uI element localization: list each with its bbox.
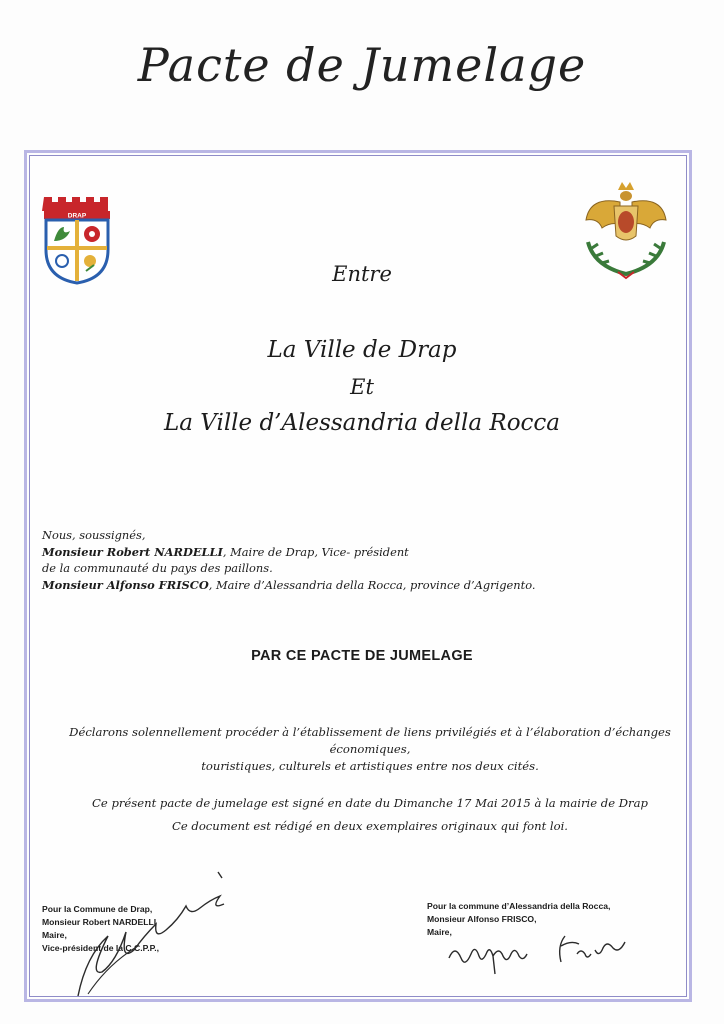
left-signature-line-2: Monsieur Robert NARDELLI	[42, 917, 157, 927]
right-signature-line-2: Monsieur Alfonso FRISCO,	[427, 914, 537, 924]
second-signatory-role: , Maire d’Alessandria della Rocca, province d’Agrigento.	[208, 577, 536, 592]
pact-heading: PAR CE PACTE DE JUMELAGE	[251, 648, 473, 664]
right-handwritten-signature	[445, 928, 645, 978]
left-signature-line-1: Pour la Commune de Drap,	[42, 904, 153, 914]
first-signatory-name: Monsieur Robert NARDELLI	[42, 544, 223, 559]
declaration-paragraph	[60, 724, 680, 775]
first-signatory-role: , Maire de Drap, Vice- président	[222, 544, 409, 559]
conjunction: Et	[350, 375, 374, 399]
second-city: La Ville d’Alessandria della Rocca	[163, 410, 561, 436]
declaration-line-2: touristiques, culturels et artistiques entre nos deux cités.	[201, 759, 539, 773]
signing-details	[60, 792, 680, 838]
between-heading: Entre	[332, 262, 392, 286]
signatories-paragraph	[42, 527, 682, 593]
left-handwritten-signature	[68, 868, 248, 1000]
first-signatory	[42, 544, 682, 561]
left-signature-line-4: Vice-président de la C.C.P.P.,	[42, 943, 160, 953]
first-signatory-role-cont: de la communauté du pays des paillons.	[42, 561, 273, 575]
declaration-line-1: Déclarons solennellement procéder à l’établissement de liens privilégiés et à l’élaboration d’échanges économiques,	[69, 725, 671, 756]
crest-label: DRAP	[67, 212, 87, 220]
copies-line: Ce document est rédigé en deux exemplaires originaux qui font loi.	[171, 819, 568, 833]
first-city: La Ville de Drap	[267, 337, 457, 363]
right-signature-line-1: Pour la commune d’Alessandria della Rocca,	[427, 901, 611, 911]
second-signatory	[42, 577, 682, 594]
second-signatory-name: Monsieur Alfonso FRISCO	[42, 577, 209, 592]
document-title: Pacte de Jumelage	[137, 38, 587, 92]
right-signature-line-3: Maire,	[427, 927, 452, 937]
signed-date-line: Ce présent pacte de jumelage est signé en date du Dimanche 17 Mai 2015 à la mairie de Drap	[92, 796, 648, 810]
signatories-intro: Nous, soussignés,	[42, 528, 146, 542]
left-signature-line-3: Maire,	[42, 930, 67, 940]
